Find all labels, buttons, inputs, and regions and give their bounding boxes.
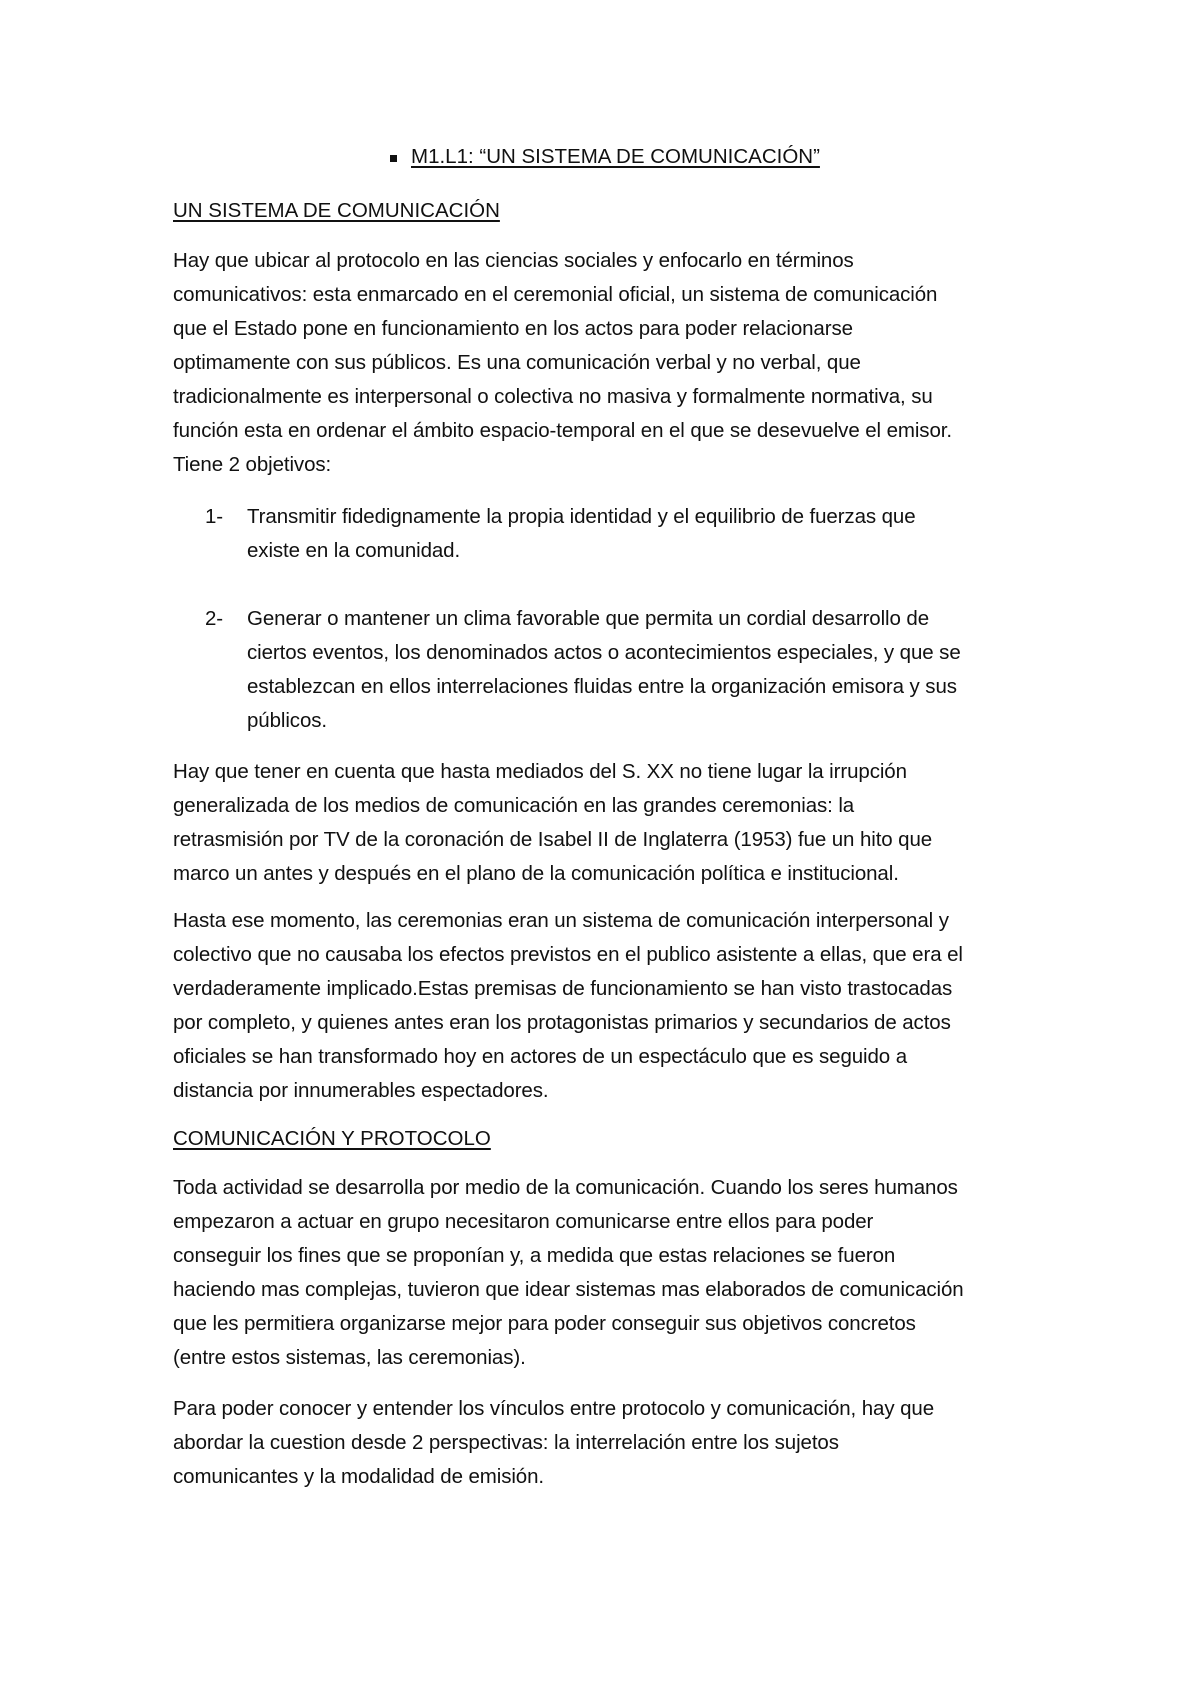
objective-line: Transmitir fidedignamente la propia identidad y el equilibrio de fuerzas que <box>247 505 916 528</box>
square-bullet-icon <box>390 155 397 162</box>
objective-line: ciertos eventos, los denominados actos o acontecimientos especiales, y que se <box>247 641 961 664</box>
paragraph <box>173 1171 1053 1375</box>
paragraph-line: Hasta ese momento, las ceremonias eran un sistema de comunicación interpersonal y <box>173 909 949 932</box>
objective-line: establezcan en ellos interrelaciones fluidas entre la organización emisora y sus <box>247 675 957 698</box>
section-heading: UN SISTEMA DE COMUNICACIÓN <box>173 199 500 222</box>
objective-line: existe en la comunidad. <box>247 539 461 562</box>
paragraph-line: Toda actividad se desarrolla por medio de la comunicación. Cuando los seres humanos <box>173 1176 958 1199</box>
paragraph-line: marco un antes y después en el plano de la comunicación política e institucional. <box>173 862 899 885</box>
objective-number: 1- <box>205 505 224 528</box>
paragraph-line: retrasmisión por TV de la coronación de Isabel II de Inglaterra (1953) fue un hito que <box>173 828 933 851</box>
paragraph-line: Para poder conocer y entender los vínculos entre protocolo y comunicación, hay que <box>173 1397 935 1420</box>
paragraph-line: que el Estado pone en funcionamiento en los actos para poder relacionarse <box>173 317 853 340</box>
paragraph-line: abordar la cuestion desde 2 perspectivas: la interrelación entre los sujetos <box>173 1431 839 1454</box>
objective-text <box>247 602 1047 738</box>
paragraph-line: por completo, y quienes antes eran los protagonistas primarios y secundarios de actos <box>173 1011 951 1034</box>
module-title-line <box>390 140 820 174</box>
paragraph-line: (entre estos sistemas, las ceremonias). <box>173 1346 526 1369</box>
module-title: M1.L1: “UN SISTEMA DE COMUNICACIÓN” <box>411 145 820 168</box>
paragraph <box>173 755 1053 891</box>
paragraph <box>173 904 1053 1108</box>
paragraph-line: Hay que ubicar al protocolo en las ciencias sociales y enfocarlo en términos <box>173 249 854 272</box>
paragraph-line: tradicionalmente es interpersonal o colectiva no masiva y formalmente normativa, su <box>173 385 933 408</box>
objective-line: públicos. <box>247 709 328 732</box>
paragraph <box>173 244 1053 482</box>
paragraph-line: generalizada de los medios de comunicación en las grandes ceremonias: la <box>173 794 855 817</box>
paragraph-line: comunicantes y la modalidad de emisión. <box>173 1465 544 1488</box>
section-heading: COMUNICACIÓN Y PROTOCOLO <box>173 1127 491 1150</box>
paragraph-line: empezaron a actuar en grupo necesitaron comunicarse entre ellos para poder <box>173 1210 874 1233</box>
paragraph-line: Tiene 2 objetivos: <box>173 453 332 476</box>
paragraph-line: que les permitiera organizarse mejor para poder conseguir sus objetivos concretos <box>173 1312 916 1335</box>
paragraph-line: función esta en ordenar el ámbito espacio-temporal en el que se desevuelve el emisor. <box>173 419 952 442</box>
paragraph-line: Hay que tener en cuenta que hasta mediados del S. XX no tiene lugar la irrupción <box>173 760 907 783</box>
paragraph-line: distancia por innumerables espectadores. <box>173 1079 549 1102</box>
paragraph-line: conseguir los fines que se proponían y, a medida que estas relaciones se fueron <box>173 1244 896 1267</box>
paragraph-line: verdaderamente implicado.Estas premisas de funcionamiento se han visto trastocadas <box>173 977 953 1000</box>
objective-line: Generar o mantener un clima favorable que permita un cordial desarrollo de <box>247 607 930 630</box>
paragraph-line: colectivo que no causaba los efectos previstos en el publico asistente a ellas, que era el <box>173 943 963 966</box>
paragraph <box>173 1392 1053 1494</box>
objective-number: 2- <box>205 607 224 630</box>
paragraph-line: optimamente con sus públicos. Es una comunicación verbal y no verbal, que <box>173 351 861 374</box>
paragraph-line: comunicativos: esta enmarcado en el ceremonial oficial, un sistema de comunicación <box>173 283 938 306</box>
paragraph-line: haciendo mas complejas, tuvieron que idear sistemas mas elaborados de comunicación <box>173 1278 964 1301</box>
objective-text <box>247 500 1047 568</box>
paragraph-line: oficiales se han transformado hoy en actores de un espectáculo que es seguido a <box>173 1045 907 1068</box>
